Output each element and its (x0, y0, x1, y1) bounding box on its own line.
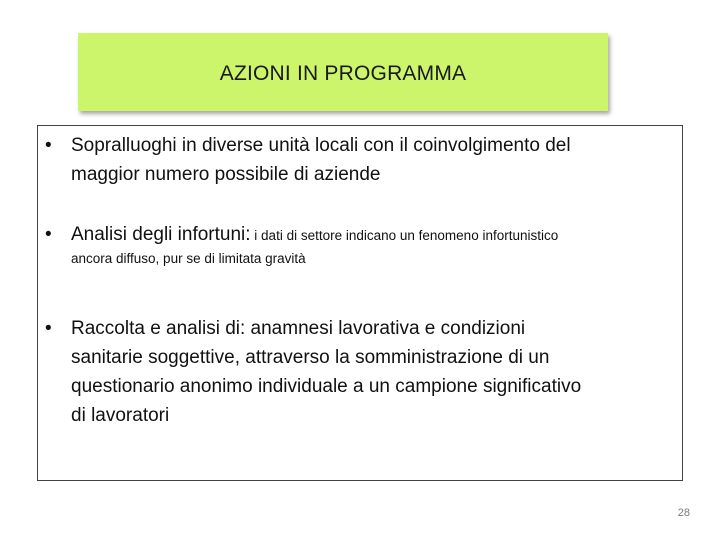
bullet-2-lead: Analisi degli infortuni: (71, 224, 251, 245)
content-box (37, 125, 683, 481)
bullet-dot: • (45, 318, 52, 339)
bullet-2-detail-2: ancora diffuso, pur se di limitata gravità (71, 251, 306, 266)
page-number: 28 (677, 507, 690, 519)
bullet-dot: • (45, 135, 52, 156)
bullet-3-line-3: questionario anonimo individuale a un campione significativo (71, 376, 582, 397)
bullet-item-2 (45, 220, 675, 271)
slide-title-box (78, 33, 608, 111)
bullet-item-1 (45, 131, 675, 189)
bullet-3-line-2: sanitarie soggettive, attraverso la somministrazione di un (71, 347, 550, 368)
bullet-1-line-2: maggior numero possibile di aziende (71, 164, 381, 185)
bullet-2-detail-1: i dati di settore indicano un fenomeno infortunistico (250, 228, 559, 243)
slide-title: AZIONI IN PROGRAMMA (219, 62, 467, 85)
bullet-item-3 (45, 314, 675, 430)
bullet-3-line-4: di lavoratori (71, 405, 170, 426)
bullet-1-line-1: Sopralluoghi in diverse unità locali con il coinvolgimento del (71, 135, 571, 156)
bullet-dot: • (45, 224, 52, 245)
bullet-3-line-1: Raccolta e analisi di: anamnesi lavorativa e condizioni (71, 318, 526, 339)
